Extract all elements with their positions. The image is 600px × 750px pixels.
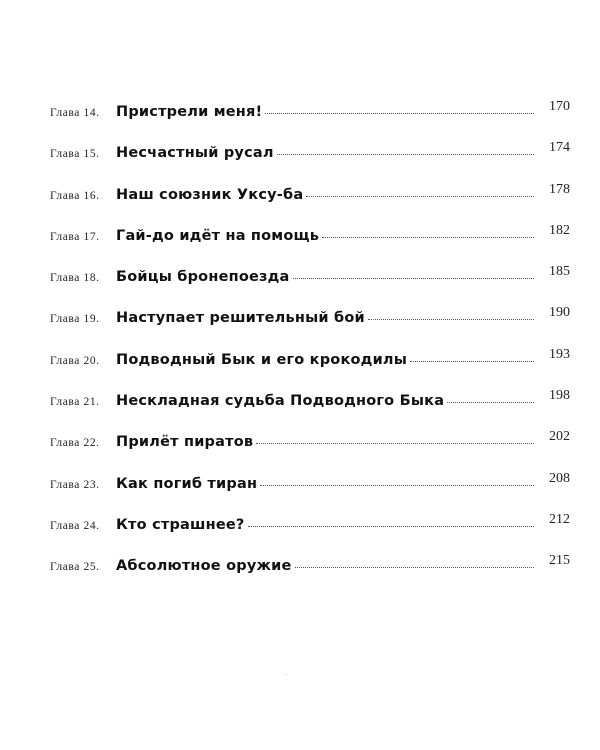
page-number: 202	[549, 429, 570, 445]
chapter-label: Глава 16.	[50, 189, 100, 202]
chapter-label: Глава 15.	[50, 148, 100, 161]
chapter-title: Подводный Бык и его крокодилы	[116, 351, 408, 368]
scan-speck: .	[285, 668, 288, 677]
toc-entry	[50, 305, 570, 351]
toc-entry	[50, 429, 570, 475]
chapter-title: Кто страшнее?	[116, 516, 245, 533]
chapter-label: Глава 17.	[50, 230, 100, 243]
chapter-label: Глава 24.	[50, 519, 100, 532]
page-number: 178	[549, 181, 570, 197]
chapter-title: Нескладная судьба Подводного Быка	[116, 393, 445, 410]
toc-entry	[50, 99, 570, 145]
toc-entry	[50, 140, 570, 186]
dot-leader	[322, 237, 534, 238]
page-number: 174	[549, 140, 570, 156]
toc-entry	[50, 264, 570, 310]
chapter-label: Глава 23.	[50, 478, 100, 491]
chapter-title: Наступает решительный бой	[116, 310, 365, 327]
chapter-label: Глава 25.	[50, 561, 100, 574]
chapter-title: Как погиб тиран	[116, 475, 258, 492]
chapter-label: Глава 19.	[50, 313, 100, 326]
toc-entry	[50, 553, 570, 599]
dot-leader	[256, 443, 534, 444]
toc-entry	[50, 222, 570, 269]
page-number: 215	[549, 553, 570, 569]
chapter-label: Глава 21.	[50, 396, 100, 409]
page-number: 190	[549, 305, 570, 321]
page-number: 170	[549, 99, 570, 114]
chapter-title: Гай-до идёт на помощь	[116, 227, 320, 244]
chapter-title: Бойцы бронепоезда	[116, 269, 290, 286]
chapter-title: Прилёт пиратов	[116, 434, 254, 451]
dot-leader	[295, 567, 534, 568]
table-of-contents	[50, 99, 570, 600]
dot-leader	[410, 361, 534, 362]
page-number: 208	[549, 470, 570, 486]
chapter-title: Несчастный русал	[116, 145, 274, 162]
dot-leader	[368, 319, 534, 320]
chapter-label: Глава 18.	[50, 272, 100, 285]
page-number: 182	[549, 222, 570, 238]
chapter-title: Абсолютное оружие	[116, 558, 292, 575]
dot-leader	[260, 485, 534, 486]
toc-entry	[50, 346, 570, 393]
toc-entry	[50, 388, 570, 434]
dot-leader	[306, 196, 534, 197]
chapter-label: Глава 22.	[50, 437, 100, 450]
dot-leader	[293, 278, 534, 279]
toc-entry	[50, 470, 570, 517]
chapter-title: Пристрели меня!	[116, 104, 263, 120]
page-number: 212	[549, 511, 570, 527]
page-number: 193	[549, 346, 570, 362]
page-number: 185	[549, 264, 570, 280]
page-number: 198	[549, 388, 570, 404]
dot-leader	[447, 402, 534, 403]
toc-entry	[50, 511, 570, 558]
chapter-title: Наш союзник Уксу-ба	[116, 186, 304, 203]
toc-entry	[50, 181, 570, 228]
dot-leader	[265, 113, 534, 114]
dot-leader	[277, 154, 534, 155]
chapter-label: Глава 20.	[50, 354, 100, 367]
dot-leader	[248, 526, 534, 527]
chapter-label: Глава 14.	[50, 107, 100, 119]
